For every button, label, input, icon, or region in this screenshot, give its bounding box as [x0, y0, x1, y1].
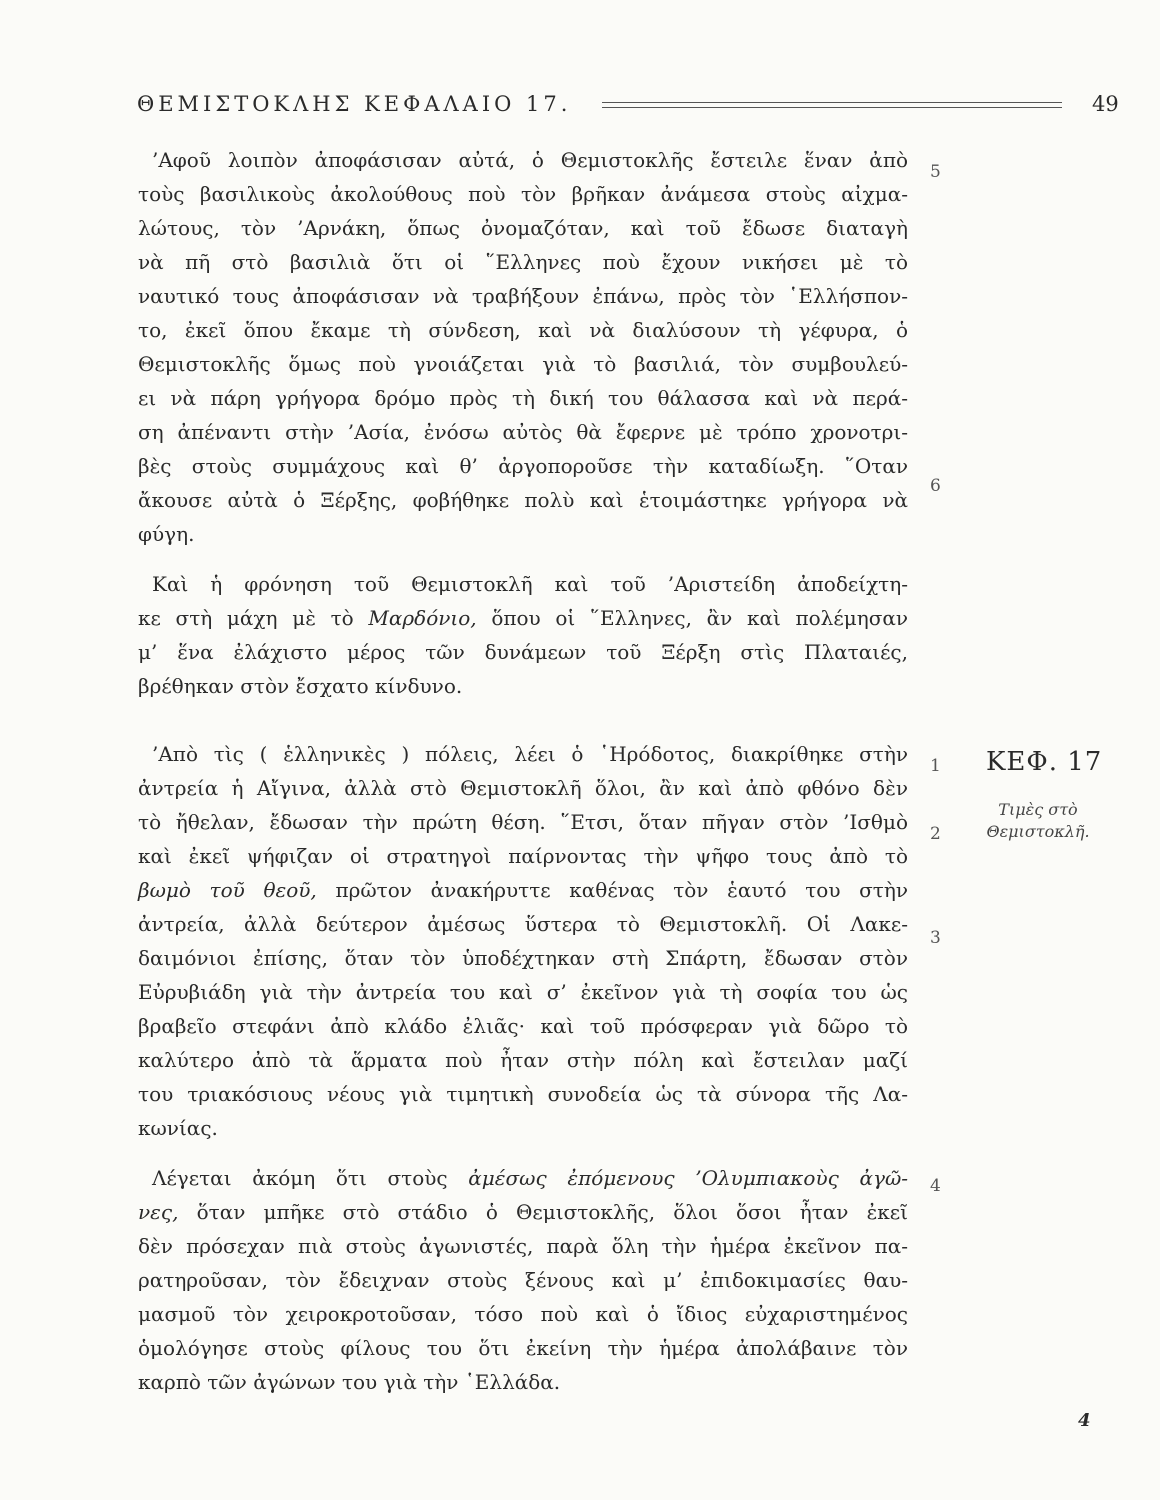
text-line: του τριακόσιους νέους γιὰ τιμητικὴ συνοδεία ὡς τὰ σύνορα τῆς Λα- [138, 1082, 908, 1106]
margin-number: 3 [930, 928, 941, 948]
header-rule-bottom [602, 107, 1062, 108]
text-span: ὅταν μπῆκε στὸ στάδιο ὁ Θεμιστοκλῆς, ὅλοι ὅσοι ἦταν ἐκεῖ [196, 1200, 909, 1224]
text-line: ἀντρεία ἡ Αἴγινα, ἀλλὰ στὸ Θεμιστοκλῆ ὅλοι, ἂν καὶ ἀπὸ φθόνο δὲν [138, 776, 908, 800]
text-line: κωνίας. [138, 1116, 218, 1140]
italic-text: νες, [138, 1200, 179, 1224]
italic-text: Μαρδόνιο, [368, 606, 477, 630]
text-line: βραβεῖο στεφάνι ἀπὸ κλάδο ἐλιᾶς· καὶ τοῦ πρόσφεραν γιὰ δῶρο τὸ [138, 1014, 908, 1038]
text-span: Λέγεται ἀκόμη ὅτι στοὺς [152, 1166, 448, 1190]
margin-number: 5 [930, 162, 941, 182]
text-line: μασμοῦ τὸν χειροκροτοῦσαν, τόσο ποὺ καὶ ὁ ἴδιος εὐχαριστημένος [138, 1302, 908, 1326]
text-line: δαιμόνιοι ἐπίσης, ὅταν τὸν ὑποδέχτηκαν στὴ Σπάρτη, ἔδωσαν στὸν [138, 946, 908, 970]
margin-number: 2 [930, 824, 941, 844]
text-line: καλύτερο ἀπὸ τὰ ἅρματα ποὺ ἦταν στὴν πόλη καὶ ἔστειλαν μαζί [138, 1048, 908, 1072]
text-line [138, 878, 908, 902]
text-line: ’Αφοῦ λοιπὸν ἀποφάσισαν αὐτά, ὁ Θεμιστοκλῆς ἔστειλε ἕναν ἀπὸ [152, 148, 908, 172]
page-number: 49 [1092, 92, 1119, 116]
text-line: βρέθηκαν στὸν ἔσχατο κίνδυνο. [138, 674, 463, 698]
text-line: ναυτικό τους ἀποφάσισαν νὰ τραβήξουν ἐπάνω, πρὸς τὸν ῾Ελλήσπον- [138, 284, 908, 308]
text-line: ’Απὸ τὶς ( ἑλληνικὲς ) πόλεις, λέει ὁ ῾Ηρόδοτος, διακρίθηκε στὴν [152, 742, 908, 766]
signature-mark: 4 [1078, 1410, 1091, 1431]
text-line: καὶ ἐκεῖ ψήφιζαν οἱ στρατηγοὶ παίρνοντας τὴν ψῆφο τους ἀπὸ τὸ [138, 844, 908, 868]
text-span: πρῶτον ἀνακήρυττε καθένας τὸν ἑαυτό του στὴν [335, 878, 909, 902]
text-span: κε στὴ μάχη μὲ τὸ [138, 606, 354, 630]
chapter-subtitle-1: Τιμὲς στὸ [998, 800, 1078, 819]
text-line [152, 1166, 908, 1190]
text-line: Εὐρυβιάδη γιὰ τὴν ἀντρεία του καὶ σ’ ἐκεῖνον γιὰ τὴ σοφία του ὡς [138, 980, 908, 1004]
running-title: ΘΕΜΙΣΤΟΚΛΗΣ ΚΕΦΑΛΑΙΟ 17. [137, 92, 572, 116]
margin-number: 1 [930, 756, 941, 776]
text-line: ρατηροῦσαν, τὸν ἔδειχναν στοὺς ξένους καὶ μ’ ἐπιδοκιμασίες θαυ- [138, 1268, 908, 1292]
text-line: Θεμιστοκλῆς ὅμως ποὺ γνοιάζεται γιὰ τὸ βασιλιά, τὸν συμβουλεύ- [138, 352, 908, 376]
text-line: το, ἐκεῖ ὅπου ἔκαμε τὴ σύνδεση, καὶ νὰ διαλύσουν τὴ γέφυρα, ὁ [138, 318, 908, 342]
running-header [137, 92, 1119, 122]
text-line: ση ἀπέναντι στὴν ’Ασία, ἐνόσω αὐτὸς θὰ ἔφερνε μὲ τρόπο χρονοτρι- [138, 420, 908, 444]
text-line: λώτους, τὸν ’Αρνάκη, ὅπως ὀνομαζόταν, καὶ τοῦ ἔδωσε διαταγὴ [138, 216, 908, 240]
text-line: τὸ ἤθελαν, ἔδωσαν τὴν πρώτη θέση. ῞Ετσι, ὅταν πῆγαν στὸν ’Ισθμὸ [138, 810, 908, 834]
text-line: ει νὰ πάρη γρήγορα δρόμο πρὸς τὴ δική του θάλασσα καὶ νὰ περά- [138, 386, 908, 410]
text-line: ἀντρεία, ἀλλὰ δεύτερον ἀμέσως ὕστερα τὸ Θεμιστοκλῆ. Οἱ Λακε- [138, 912, 908, 936]
margin-number: 6 [930, 476, 941, 496]
text-line: νὰ πῆ στὸ βασιλιὰ ὅτι οἱ ῞Ελληνες ποὺ ἔχουν νικήσει μὲ τὸ [138, 250, 908, 274]
chapter-subtitle-2: Θεμιστοκλῆ. [986, 822, 1090, 841]
margin-number: 4 [930, 1176, 941, 1196]
text-line [138, 1200, 908, 1224]
text-span: ὅπου οἱ ῞Ελληνες, ἂν καὶ πολέμησαν [491, 606, 909, 630]
text-line [138, 606, 908, 630]
text-line: ἄκουσε αὐτὰ ὁ Ξέρξης, φοβήθηκε πολὺ καὶ ἑτοιμάστηκε γρήγορα νὰ [138, 488, 908, 512]
text-line: μ’ ἕνα ἐλάχιστο μέρος τῶν δυνάμεων τοῦ Ξέρξη στὶς Πλαταιές, [138, 640, 908, 664]
text-line: δὲν πρόσεχαν πιὰ στοὺς ἀγωνιστές, παρὰ ὅλη τὴν ἡμέρα ἐκεῖνον πα- [138, 1234, 908, 1258]
text-line: ὁμολόγησε στοὺς φίλους του ὅτι ἐκείνη τὴν ἡμέρα ἀπολάβαινε τὸν [138, 1336, 908, 1360]
chapter-label: ΚΕΦ. 17 [986, 747, 1103, 777]
italic-text: βωμὸ τοῦ θεοῦ, [138, 878, 317, 902]
italic-text: ἀμέσως ἐπόμενους ’Ολυμπιακοὺς ἀγῶ- [468, 1166, 909, 1190]
text-line: φύγη. [138, 522, 195, 546]
text-line: βὲς στοὺς συμμάχους καὶ θ’ ἀργοποροῦσε τὴν καταδίωξη. ῞Οταν [138, 454, 908, 478]
text-line: τοὺς βασιλικοὺς ἀκολούθους ποὺ τὸν βρῆκαν ἀνάμεσα στοὺς αἰχμα- [138, 182, 908, 206]
header-rule-top [602, 102, 1062, 103]
text-line: Καὶ ἡ φρόνηση τοῦ Θεμιστοκλῆ καὶ τοῦ ’Αριστείδη ἀποδείχτη- [152, 572, 908, 596]
text-line: καρπὸ τῶν ἀγώνων του γιὰ τὴν ῾Ελλάδα. [138, 1370, 561, 1394]
